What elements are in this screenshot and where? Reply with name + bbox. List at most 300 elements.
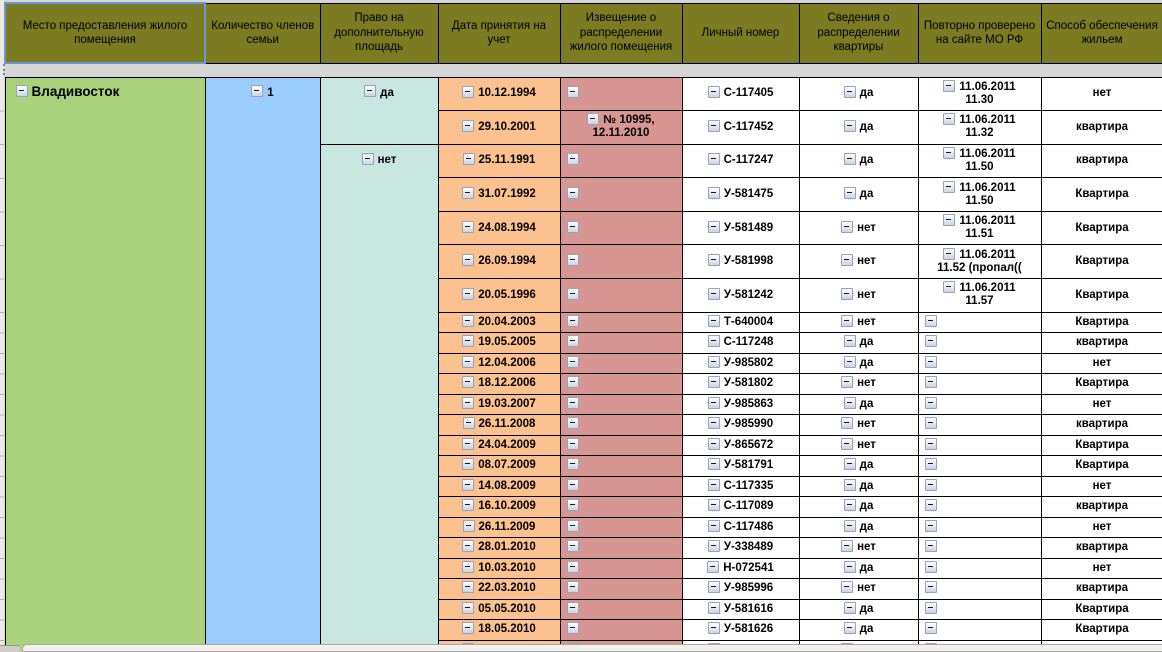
provision-method: Квартира — [1075, 315, 1129, 328]
collapse-icon[interactable] — [567, 335, 579, 347]
collapse-icon[interactable] — [841, 315, 853, 327]
distribution-info-cell[interactable] — [799, 279, 918, 313]
distribution-info: нет — [857, 438, 876, 451]
collapse-icon[interactable] — [844, 86, 856, 98]
registration-date-cell[interactable] — [438, 579, 560, 600]
distribution-info: нет — [857, 221, 876, 234]
collapse-icon[interactable] — [567, 254, 579, 266]
provision-method-cell[interactable] — [1041, 333, 1162, 354]
collapse-icon[interactable] — [567, 561, 579, 573]
rechecked-cell[interactable] — [918, 435, 1041, 456]
registration-date: 24.04.2009 — [478, 438, 536, 451]
collapse-icon[interactable] — [708, 356, 720, 368]
distribution-info-cell[interactable] — [799, 558, 918, 579]
collapse-icon[interactable] — [841, 540, 853, 552]
collapse-icon[interactable] — [708, 417, 720, 429]
personal-number-cell[interactable] — [682, 394, 799, 415]
personal-number-cell[interactable] — [682, 476, 799, 497]
provision-method-cell[interactable] — [1041, 374, 1162, 395]
personal-number-cell[interactable] — [682, 178, 799, 212]
collapse-icon[interactable] — [567, 458, 579, 470]
collapse-icon[interactable] — [943, 214, 955, 226]
collapse-icon[interactable] — [462, 254, 474, 266]
registration-date-cell[interactable] — [438, 245, 560, 279]
rechecked-text: 11.06.2011 — [959, 282, 1016, 295]
collapse-icon[interactable] — [708, 288, 720, 300]
col-header-extra-space-right[interactable]: Право на дополнительную площадь — [320, 3, 438, 63]
pivot-table — [4, 2, 1162, 652]
personal-number: С-117486 — [723, 520, 774, 533]
collapse-icon[interactable] — [462, 602, 474, 614]
collapse-icon[interactable] — [844, 458, 856, 470]
distribution-info-cell[interactable] — [799, 245, 918, 279]
personal-number-cell[interactable] — [682, 211, 799, 245]
collapse-icon[interactable] — [251, 85, 263, 97]
personal-number-cell[interactable] — [682, 579, 799, 600]
distribution-info: нет — [857, 255, 876, 268]
collapse-icon[interactable] — [462, 622, 474, 634]
distribution-info-cell[interactable] — [799, 415, 918, 436]
collapse-icon[interactable] — [841, 254, 853, 266]
personal-number: С-117335 — [723, 479, 774, 492]
distribution-info-cell[interactable] — [799, 538, 918, 559]
notice-cell[interactable] — [560, 353, 682, 374]
collapse-icon[interactable] — [567, 520, 579, 532]
registration-date-cell[interactable] — [438, 279, 560, 313]
rechecked-cell[interactable] — [918, 579, 1041, 600]
registration-date-cell[interactable] — [438, 558, 560, 579]
registration-date-cell[interactable] — [438, 312, 560, 333]
collapse-icon[interactable] — [925, 438, 937, 450]
collapse-icon[interactable] — [841, 221, 853, 233]
registration-date: 28.01.2010 — [478, 541, 536, 554]
rechecked-cell[interactable] — [918, 517, 1041, 538]
notice-cell[interactable] — [560, 178, 682, 212]
notice-cell[interactable] — [560, 415, 682, 436]
collapse-icon[interactable] — [708, 254, 720, 266]
collapse-icon[interactable] — [362, 153, 374, 165]
distribution-info-cell[interactable] — [799, 312, 918, 333]
personal-number: Т-640004 — [723, 315, 774, 328]
collapse-icon[interactable] — [844, 499, 856, 511]
registration-date-cell[interactable] — [438, 476, 560, 497]
collapse-icon[interactable] — [925, 540, 937, 552]
registration-date-cell[interactable] — [438, 415, 560, 436]
horizontal-scrollbar[interactable] — [22, 644, 1162, 652]
registration-date-cell[interactable] — [438, 111, 560, 145]
collapse-icon[interactable] — [462, 376, 474, 388]
provision-method-cell[interactable] — [1041, 178, 1162, 212]
personal-number-cell[interactable] — [682, 333, 799, 354]
rechecked-cell[interactable] — [918, 394, 1041, 415]
notice-cell[interactable] — [560, 374, 682, 395]
collapse-icon[interactable] — [943, 113, 955, 125]
collapse-icon[interactable] — [463, 520, 475, 532]
rechecked-cell[interactable] — [918, 476, 1041, 497]
registration-date: 18.05.2010 — [478, 623, 536, 636]
collapse-icon[interactable] — [708, 479, 720, 491]
notice-cell[interactable] — [560, 558, 682, 579]
registration-date-cell[interactable] — [438, 394, 560, 415]
collapse-icon[interactable] — [844, 335, 856, 347]
rechecked-cell[interactable] — [918, 333, 1041, 354]
provision-method-cell[interactable] — [1041, 599, 1162, 620]
distribution-info-cell[interactable] — [799, 620, 918, 641]
collapse-icon[interactable] — [708, 376, 720, 388]
collapse-icon[interactable] — [708, 315, 720, 327]
collapse-icon[interactable] — [708, 120, 720, 132]
collapse-icon[interactable] — [707, 561, 719, 573]
collapse-icon[interactable] — [943, 181, 955, 193]
provision-method: нет — [1092, 397, 1112, 410]
registration-date-cell[interactable] — [438, 497, 560, 518]
notice-cell[interactable] — [560, 538, 682, 559]
notice-cell[interactable] — [560, 279, 682, 313]
collapse-icon[interactable] — [587, 113, 599, 125]
collapse-icon[interactable] — [844, 153, 856, 165]
registration-date-cell[interactable] — [438, 374, 560, 395]
col-header-personal-number[interactable]: Личный номер — [682, 3, 799, 63]
distribution-info-cell[interactable] — [799, 394, 918, 415]
collapse-icon[interactable] — [567, 153, 579, 165]
distribution-info-cell[interactable] — [799, 178, 918, 212]
distribution-info-cell[interactable] — [799, 211, 918, 245]
collapse-icon[interactable] — [567, 479, 579, 491]
collapse-icon[interactable] — [844, 120, 856, 132]
collapse-icon[interactable] — [708, 540, 720, 552]
personal-number-cell[interactable] — [682, 353, 799, 374]
provision-method-cell[interactable] — [1041, 476, 1162, 497]
collapse-icon[interactable] — [844, 356, 856, 368]
personal-number: У-581489 — [723, 221, 774, 234]
provision-method-cell[interactable] — [1041, 435, 1162, 456]
col-header-registration-date[interactable]: Дата принятия на учет — [438, 3, 560, 63]
rechecked-cell[interactable] — [918, 599, 1041, 620]
collapse-icon[interactable] — [462, 315, 474, 327]
distribution-info-cell[interactable] — [799, 599, 918, 620]
collapse-icon[interactable] — [463, 153, 475, 165]
rechecked-cell[interactable] — [918, 144, 1041, 178]
collapse-icon[interactable] — [567, 86, 579, 98]
group-family-members-cell[interactable] — [205, 77, 320, 652]
collapse-icon[interactable] — [708, 520, 720, 532]
registration-date: 29.10.2001 — [478, 120, 536, 133]
personal-number-cell[interactable] — [682, 415, 799, 436]
group-place-cell[interactable] — [5, 77, 205, 652]
registration-date-cell[interactable] — [438, 77, 560, 111]
collapse-icon[interactable] — [462, 120, 474, 132]
collapse-icon[interactable] — [925, 315, 937, 327]
collapse-icon[interactable] — [844, 479, 856, 491]
collapse-icon[interactable] — [708, 438, 720, 450]
collapse-icon[interactable] — [925, 520, 937, 532]
distribution-info-cell[interactable] — [799, 497, 918, 518]
col-header-family-members[interactable]: Количество членов семьи — [205, 3, 320, 63]
distribution-info-cell[interactable] — [799, 77, 918, 111]
personal-number-cell[interactable] — [682, 111, 799, 145]
provision-method-cell[interactable] — [1041, 620, 1162, 641]
provision-method-cell[interactable] — [1041, 456, 1162, 477]
registration-date-cell[interactable] — [438, 178, 560, 212]
provision-method-cell[interactable] — [1041, 558, 1162, 579]
collapse-icon[interactable] — [925, 581, 937, 593]
collapse-icon[interactable] — [925, 499, 937, 511]
provision-method-cell[interactable] — [1041, 394, 1162, 415]
collapse-icon[interactable] — [567, 187, 579, 199]
collapse-icon[interactable] — [567, 581, 579, 593]
distribution-info-cell[interactable] — [799, 435, 918, 456]
collapse-icon[interactable] — [708, 622, 720, 634]
distribution-info-cell[interactable] — [799, 456, 918, 477]
collapse-icon[interactable] — [462, 479, 474, 491]
collapse-icon[interactable] — [841, 417, 853, 429]
collapse-icon[interactable] — [943, 80, 955, 92]
provision-method: Квартира — [1075, 438, 1129, 451]
collapse-icon[interactable] — [567, 288, 579, 300]
collapse-icon[interactable] — [708, 221, 720, 233]
personal-number-cell[interactable] — [682, 435, 799, 456]
collapse-icon[interactable] — [462, 540, 474, 552]
provision-method-cell[interactable] — [1041, 538, 1162, 559]
collapse-icon[interactable] — [567, 356, 579, 368]
personal-number: С-117089 — [723, 500, 774, 513]
notice-cell[interactable] — [560, 476, 682, 497]
notice-cell[interactable] — [560, 245, 682, 279]
rechecked-cell[interactable] — [918, 245, 1041, 279]
collapse-icon[interactable] — [943, 248, 955, 260]
collapse-icon[interactable] — [567, 417, 579, 429]
collapse-icon[interactable] — [925, 458, 937, 470]
provision-method-cell[interactable] — [1041, 497, 1162, 518]
rechecked-cell[interactable] — [918, 620, 1041, 641]
collapse-icon[interactable] — [925, 376, 937, 388]
provision-method-cell[interactable] — [1041, 415, 1162, 436]
personal-number-cell[interactable] — [682, 599, 799, 620]
collapse-icon[interactable] — [708, 153, 720, 165]
rechecked-cell[interactable] — [918, 415, 1041, 436]
personal-number-cell[interactable] — [682, 517, 799, 538]
collapse-icon[interactable] — [844, 187, 856, 199]
collapse-icon[interactable] — [708, 581, 720, 593]
personal-number: У-581791 — [723, 459, 774, 472]
col-header-place[interactable]: Место предоставления жилого помещения — [5, 3, 205, 63]
collapse-icon[interactable] — [841, 581, 853, 593]
collapse-icon[interactable] — [567, 438, 579, 450]
collapse-icon[interactable] — [462, 561, 474, 573]
provision-method-cell[interactable] — [1041, 144, 1162, 178]
collapse-icon[interactable] — [567, 622, 579, 634]
provision-method-cell[interactable] — [1041, 579, 1162, 600]
collapse-icon[interactable] — [462, 397, 474, 409]
registration-date-cell[interactable] — [438, 456, 560, 477]
collapse-icon[interactable] — [567, 376, 579, 388]
notice-cell[interactable] — [560, 144, 682, 178]
registration-date: 10.03.2010 — [478, 561, 536, 574]
notice-cell[interactable] — [560, 456, 682, 477]
group-extra-space-cell[interactable] — [320, 144, 438, 652]
collapse-icon[interactable] — [708, 602, 720, 614]
personal-number: У-581998 — [723, 255, 774, 268]
collapse-icon[interactable] — [708, 86, 720, 98]
personal-number-cell[interactable] — [682, 558, 799, 579]
collapse-icon[interactable] — [567, 499, 579, 511]
collapse-icon[interactable] — [462, 438, 474, 450]
collapse-icon[interactable] — [925, 561, 937, 573]
collapse-icon[interactable] — [567, 540, 579, 552]
collapse-icon[interactable] — [567, 315, 579, 327]
provision-method: квартира — [1075, 500, 1129, 513]
rechecked-cell[interactable] — [918, 312, 1041, 333]
collapse-icon[interactable] — [925, 602, 937, 614]
registration-date-cell[interactable] — [438, 144, 560, 178]
registration-date-cell[interactable] — [438, 435, 560, 456]
provision-method-cell[interactable] — [1041, 211, 1162, 245]
provision-method-cell[interactable] — [1041, 517, 1162, 538]
rechecked-cell[interactable] — [918, 353, 1041, 374]
collapse-icon[interactable] — [925, 622, 937, 634]
collapse-icon[interactable] — [844, 561, 856, 573]
rechecked-cell[interactable] — [918, 178, 1041, 212]
notice-cell[interactable] — [560, 435, 682, 456]
collapse-icon[interactable] — [925, 397, 937, 409]
personal-number-cell[interactable] — [682, 538, 799, 559]
rechecked-cell[interactable] — [918, 558, 1041, 579]
notice-cell[interactable] — [560, 312, 682, 333]
personal-number-cell[interactable] — [682, 312, 799, 333]
registration-date-cell[interactable] — [438, 599, 560, 620]
personal-number: С-117247 — [723, 154, 774, 167]
collapse-icon[interactable] — [567, 221, 579, 233]
distribution-info-cell[interactable] — [799, 144, 918, 178]
personal-number-cell[interactable] — [682, 245, 799, 279]
notice-cell[interactable] — [560, 620, 682, 641]
rechecked-text: 11.06.2011 — [959, 114, 1016, 127]
rechecked-cell[interactable] — [918, 456, 1041, 477]
personal-number-cell[interactable] — [682, 77, 799, 111]
collapse-icon[interactable] — [925, 356, 937, 368]
collapse-icon[interactable] — [462, 581, 474, 593]
col-header-rechecked[interactable]: Повторно проверено на сайте МО РФ — [918, 3, 1041, 63]
collapse-icon[interactable] — [708, 397, 720, 409]
notice-cell[interactable] — [560, 517, 682, 538]
collapse-icon[interactable] — [844, 602, 856, 614]
collapse-icon[interactable] — [462, 458, 474, 470]
collapse-icon[interactable] — [463, 417, 475, 429]
registration-date-cell[interactable] — [438, 211, 560, 245]
distribution-info-cell[interactable] — [799, 579, 918, 600]
col-header-distribution-info[interactable]: Сведения о распределении квартиры — [799, 3, 918, 63]
collapse-icon[interactable] — [841, 438, 853, 450]
rechecked-cell[interactable] — [918, 77, 1041, 111]
rechecked-line2: 11.57 — [965, 295, 994, 308]
provision-method-cell[interactable] — [1041, 312, 1162, 333]
distribution-info-cell[interactable] — [799, 353, 918, 374]
notice-cell[interactable] — [560, 394, 682, 415]
collapse-icon[interactable] — [708, 335, 720, 347]
collapse-icon[interactable] — [462, 187, 474, 199]
notice-cell[interactable] — [560, 497, 682, 518]
collapse-icon[interactable] — [462, 499, 474, 511]
notice-cell[interactable] — [560, 111, 682, 145]
collapse-icon[interactable] — [841, 376, 853, 388]
rechecked-cell[interactable] — [918, 111, 1041, 145]
col-header-provision-method[interactable]: Способ обеспечения жильем — [1041, 3, 1162, 63]
collapse-icon[interactable] — [462, 86, 474, 98]
collapse-icon[interactable] — [462, 288, 474, 300]
rechecked-cell[interactable] — [918, 279, 1041, 313]
collapse-icon[interactable] — [364, 85, 376, 97]
extra-space-label: да — [380, 86, 394, 99]
registration-date-cell[interactable] — [438, 333, 560, 354]
col-header-notice[interactable]: Извещение о распределении жилого помещения — [560, 3, 682, 63]
collapse-icon[interactable] — [708, 458, 720, 470]
distribution-info-cell[interactable] — [799, 476, 918, 497]
personal-number-cell[interactable] — [682, 620, 799, 641]
personal-number: У-581242 — [723, 288, 774, 301]
collapse-icon[interactable] — [925, 335, 937, 347]
collapse-icon[interactable] — [708, 499, 720, 511]
rechecked-cell[interactable] — [918, 497, 1041, 518]
collapse-icon[interactable] — [844, 622, 856, 634]
registration-date-cell[interactable] — [438, 620, 560, 641]
notice-cell[interactable] — [560, 599, 682, 620]
rechecked-cell[interactable] — [918, 211, 1041, 245]
collapse-icon[interactable] — [925, 479, 937, 491]
collapse-icon[interactable] — [16, 85, 28, 97]
rechecked-cell[interactable] — [918, 538, 1041, 559]
registration-date-cell[interactable] — [438, 353, 560, 374]
registration-date-cell[interactable] — [438, 538, 560, 559]
registration-date-cell[interactable] — [438, 517, 560, 538]
personal-number-cell[interactable] — [682, 144, 799, 178]
notice-text: № 10995, — [603, 114, 655, 127]
rechecked-cell[interactable] — [918, 374, 1041, 395]
distribution-info-cell[interactable] — [799, 374, 918, 395]
distribution-info-cell[interactable] — [799, 517, 918, 538]
collapse-icon[interactable] — [462, 221, 474, 233]
provision-method: Квартира — [1075, 255, 1129, 268]
personal-number-cell[interactable] — [682, 456, 799, 477]
provision-method-cell[interactable] — [1041, 77, 1162, 111]
provision-method-cell[interactable] — [1041, 279, 1162, 313]
collapse-icon[interactable] — [844, 397, 856, 409]
collapse-icon[interactable] — [943, 147, 955, 159]
notice-cell[interactable] — [560, 579, 682, 600]
provision-method-cell[interactable] — [1041, 353, 1162, 374]
rechecked-line1 — [919, 249, 1041, 262]
collapse-icon[interactable] — [462, 335, 474, 347]
collapse-icon[interactable] — [567, 397, 579, 409]
personal-number-cell[interactable] — [682, 497, 799, 518]
collapse-icon[interactable] — [844, 520, 856, 532]
collapse-icon[interactable] — [708, 187, 720, 199]
personal-number-cell[interactable] — [682, 279, 799, 313]
collapse-icon[interactable] — [841, 288, 853, 300]
collapse-icon[interactable] — [943, 281, 955, 293]
distribution-info-cell[interactable] — [799, 111, 918, 145]
distribution-info-cell[interactable] — [799, 333, 918, 354]
provision-method-cell[interactable] — [1041, 245, 1162, 279]
personal-number-cell[interactable] — [682, 374, 799, 395]
notice-cell[interactable] — [560, 333, 682, 354]
collapse-icon[interactable] — [925, 417, 937, 429]
group-extra-space-cell[interactable] — [320, 77, 438, 144]
collapse-icon[interactable] — [462, 356, 474, 368]
notice-cell[interactable] — [560, 77, 682, 111]
notice-cell[interactable] — [560, 211, 682, 245]
provision-method-cell[interactable] — [1041, 111, 1162, 145]
collapse-icon[interactable] — [567, 602, 579, 614]
